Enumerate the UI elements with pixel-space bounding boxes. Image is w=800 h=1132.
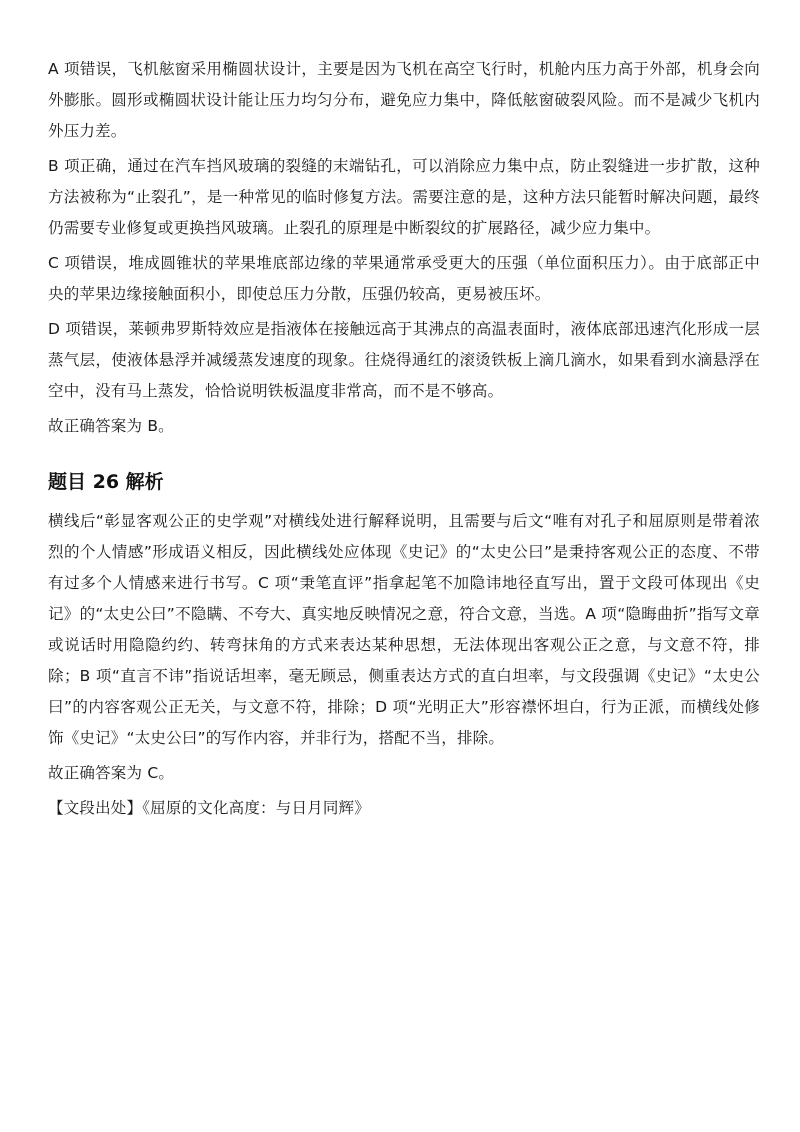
option-a-explanation: A 项错误，飞机舷窗采用椭圆状设计，主要是因为飞机在高空飞行时，机舱内压力高于外部，机身会向外膨胀。圆形或椭圆状设计能让压力均匀分布，避免应力集中，降低舷窗破裂风险。而不是减少飞机内外压力差。 (48, 60, 760, 140)
option-b-explanation: B 项正确，通过在汽车挡风玻璃的裂缝的末端钻孔，可以消除应力集中点，防止裂缝进一步扩散，这种方法被称为“止裂孔”，是一种常见的临时修复方法。需要注意的是，这种方法只能暂时解决问题，最终仍需要专业修复或更换挡风玻璃。止裂孔的原理是中断裂纹的扩展路径，减少应力集中。 (48, 157, 760, 237)
answer-statement: 故正确答案为 B。 (48, 417, 174, 435)
source-citation: 【文段出处】《屈原的文化高度：与日月同辉》 (48, 799, 370, 817)
option-d-explanation: D 项错误，莱顿弗罗斯特效应是指液体在接触远高于其沸点的高温表面时，液体底部迅速汽化形成一层蒸气层，使液体悬浮并减缓蒸发速度的现象。往烧得通红的滚烫铁板上滴几滴水，如果看到水滴悬浮在空中，没有马上蒸发，恰恰说明铁板温度非常高，而不是不够高。 (48, 320, 760, 400)
analysis-paragraph: 横线后“彰显客观公正的史学观”对横线处进行解释说明，且需要与后文“唯有对孔子和屈原则是带着浓烈的个人情感”形成语义相反，因此横线处应体现《史记》的“太史公曰”是秉持客观公正的态度、不带有过多个人情感来进行书写。C 项“秉笔直评”指拿起笔不加隐讳地径直写出，置于文段可体现出《史记》的“太史公曰”不隐瞒、不夸大、真实地反映情况之意，符合文意，当选。A 项“隐晦曲折”指写文章或说话时用隐隐约约、转弯抹角的方式来表达某种思想，无法体现出客观公正之意，与文意不符，排除；B 项“直言不讳”指说话坦率，毫无顾忌，侧重表达方式的直白坦率，与文段强调《史记》“太史公曰”的内容客观公正无关，与文意不符，排除；D 项“光明正大”形容襟怀坦白，行为正派，而横线处修饰《史记》“太史公曰”的写作内容，并非行为，搭配不当，排除。 (48, 512, 760, 747)
option-c-explanation: C 项错误，堆成圆锥状的苹果堆底部边缘的苹果通常承受更大的压强（单位面积压力）。由于底部正中央的苹果边缘接触面积小，即使总压力分散，压强仍较高，更易被压坏。 (48, 254, 760, 303)
document-page (48, 54, 760, 824)
answer-statement-2: 故正确答案为 C。 (48, 764, 175, 782)
section-heading: 题目 26 解析 (48, 471, 164, 493)
